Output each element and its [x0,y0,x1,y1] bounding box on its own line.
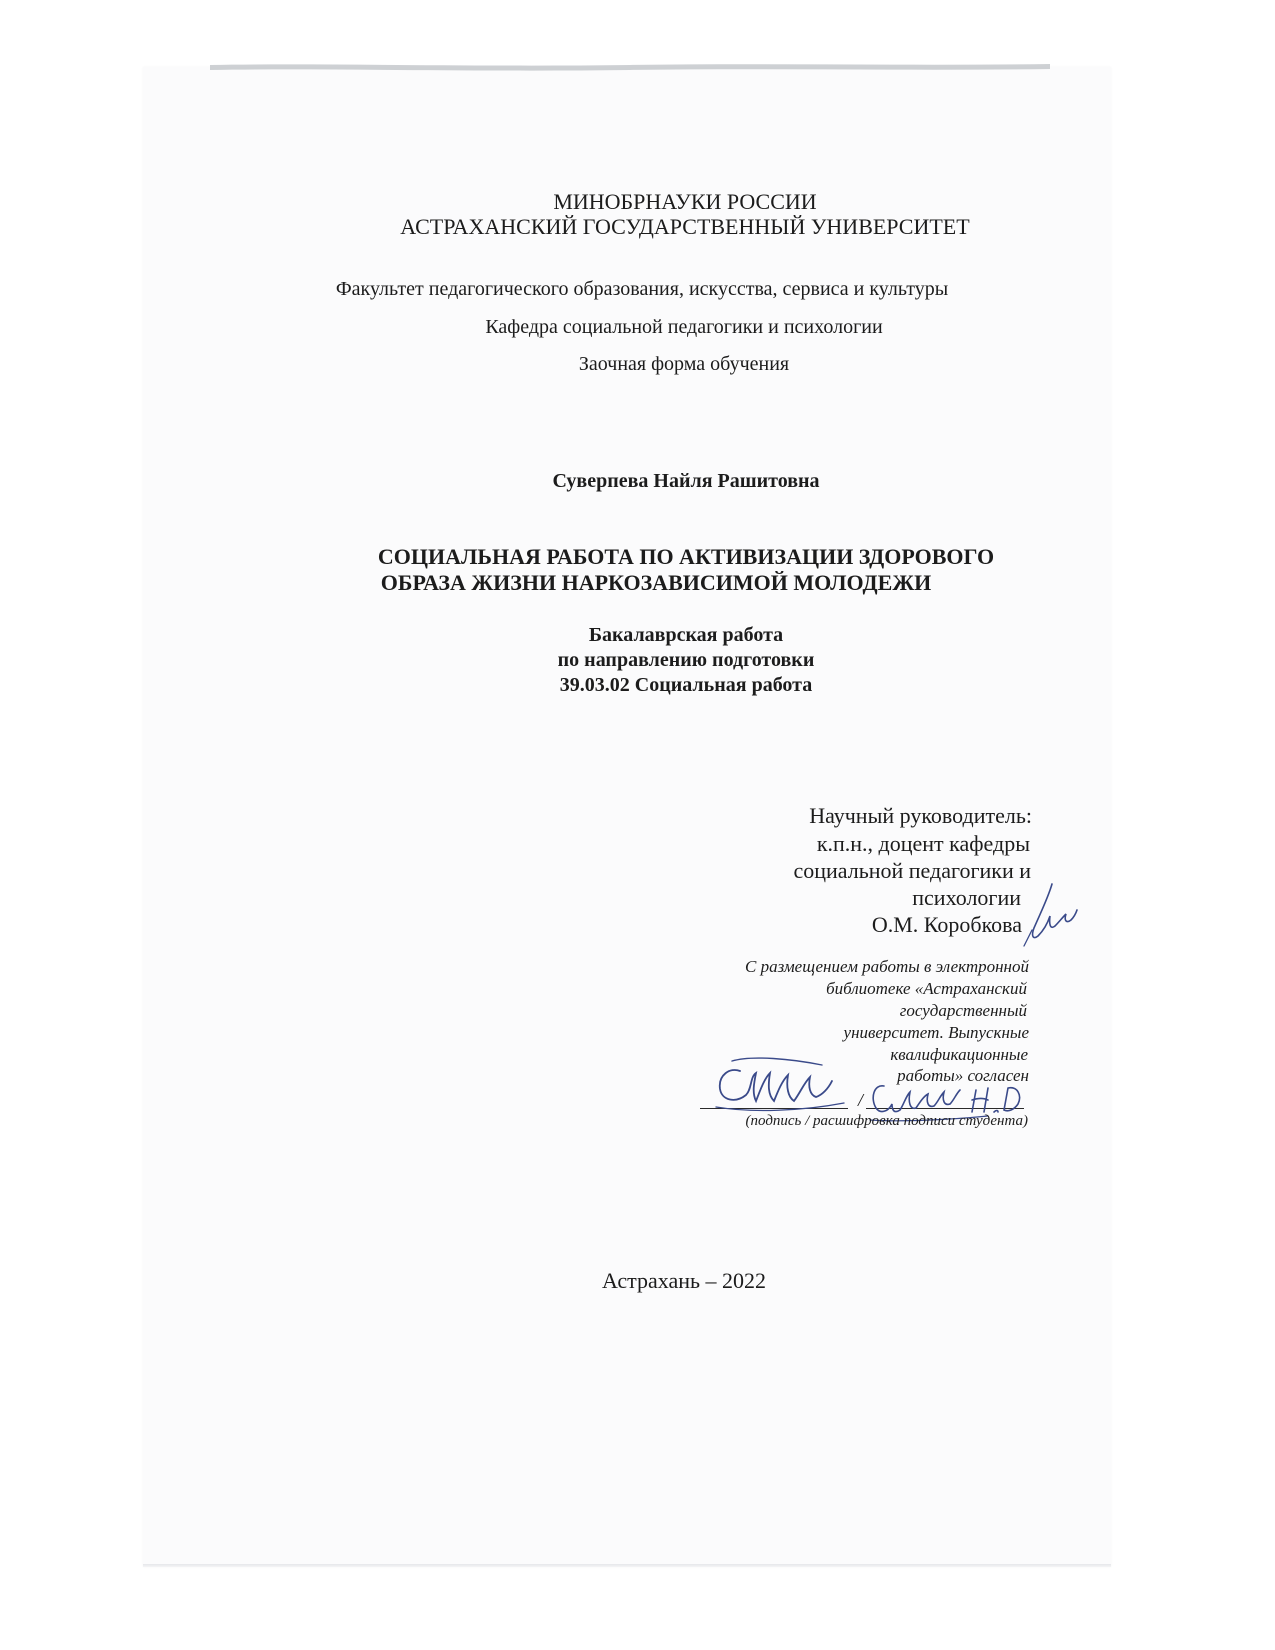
ministry-name: МИНОБРНАУКИ РОССИИ [553,189,817,214]
consent-line-4: университет. Выпускные [843,1023,1029,1042]
paper-top-edge-shadow [210,62,1050,74]
consent-line-1: С размещением работы в электронной [745,957,1029,976]
signature-separator: / [858,1090,864,1110]
paper-bottom-edge [143,1564,1111,1567]
supervisor-signature [1022,880,1078,948]
consent-line-3: государственный [899,1001,1027,1020]
university-name: АСТРАХАНСКИЙ ГОСУДАРСТВЕННЫЙ УНИВЕРСИТЕТ [400,214,970,239]
supervisor-department-2: психологии [912,885,1021,910]
consent-line-5: квалификационные [890,1045,1028,1064]
work-type-line-1: Бакалаврская работа [588,624,784,646]
work-type-line-2: по направлению подготовки [557,649,815,671]
thesis-title-line-1: СОЦИАЛЬНАЯ РАБОТА ПО АКТИВИЗАЦИИ ЗДОРОВОГО [377,544,995,569]
city-year: Астрахань – 2022 [601,1268,767,1293]
author-name: Суверпева Найля Рашитовна [552,470,820,492]
thesis-title-line-2: ОБРАЗА ЖИЗНИ НАРКОЗАВИСИМОЙ МОЛОДЕЖИ [380,570,932,595]
consent-line-2: библиотеке «Астраханский [826,979,1027,998]
supervisor-label: Научный руководитель: [809,803,1032,828]
work-type-line-3: 39.03.02 Социальная работа [559,674,813,696]
consent-line-6: работы» согласен [897,1066,1029,1085]
supervisor-degree: к.п.н., доцент кафедры [816,831,1030,856]
supervisor-name: О.М. Коробкова [871,912,1022,937]
signature-caption: (подпись / расшифровка подписи студента) [745,1113,1028,1129]
department-name: Кафедра социальной педагогики и психологии [485,316,883,338]
faculty-name: Факультет педагогического образования, искусства, сервиса и культуры [335,278,949,300]
student-signature [712,1055,852,1115]
supervisor-department-1: социальной педагогики и [793,858,1031,883]
study-form: Заочная форма обучения [578,353,790,375]
